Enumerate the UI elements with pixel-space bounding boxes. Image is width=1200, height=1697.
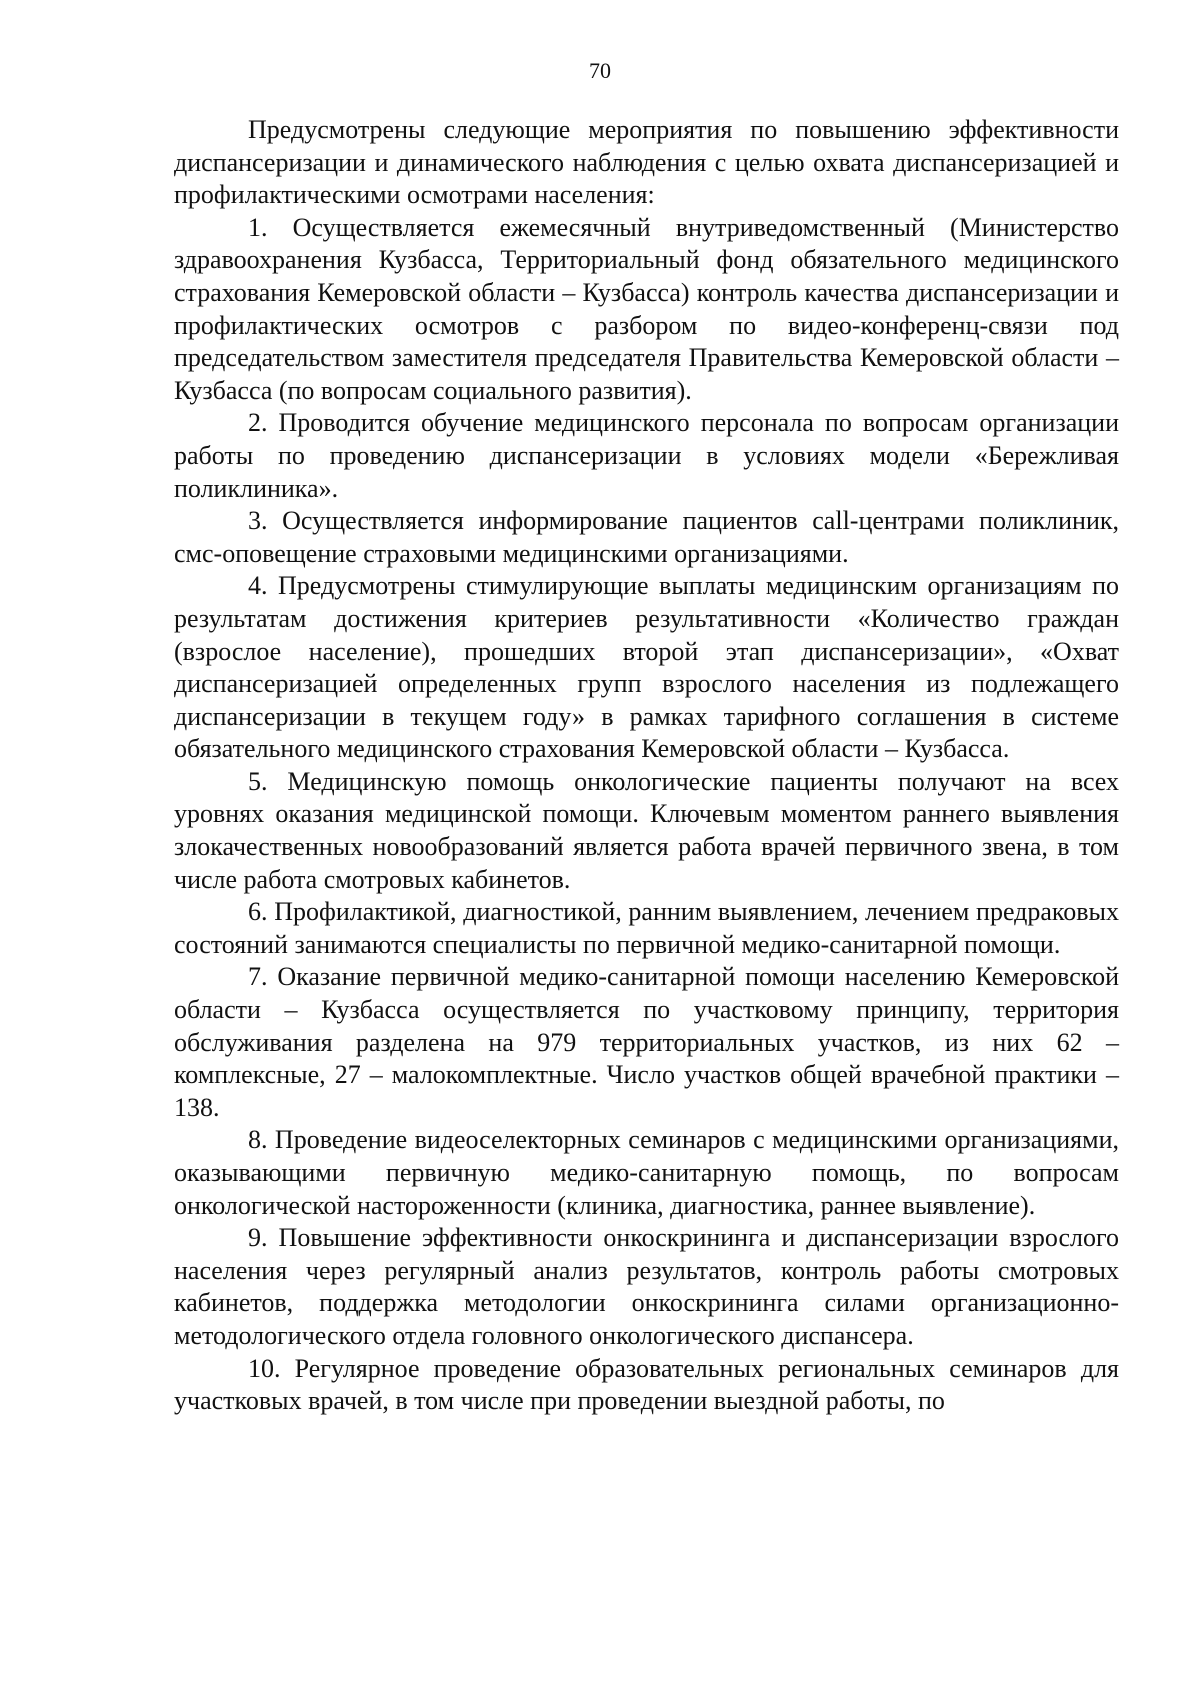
paragraph-intro: Предусмотрены следующие мероприятия по повышению эффективности диспансеризации и динамического наблюдения с целью охвата диспансеризацией и профилактическими осмотрами населения: [174,115,1119,210]
paragraph-item-6: 6. Профилактикой, диагностикой, ранним выявлением, лечением предраковых состояний занимаются специалисты по первичной медико-санитарной помощи. [174,897,1119,959]
paragraph-item-4: 4. Предусмотрены стимулирующие выплаты медицинским организациям по результатам достижения критериев результативности «Количество граждан (взрослое население), прошедших второй этап диспансеризации», «Охват диспансеризацией определенных групп взрослого населения из подлежащего диспансеризации в текущем году» в рамках тарифного соглашения в системе обязательного медицинского страхования Кемеровской области – Кузбасса. [174,571,1119,764]
paragraph-item-7: 7. Оказание первичной медико-санитарной помощи населению Кемеровской области – Кузбасса осуществляется по участковому принципу, территория обслуживания разделена на 979 территориальных участков, из них 62 – комплексные, 27 – малокомплектные. Число участков общей врачебной практики – 138. [174,962,1119,1122]
paragraph-item-9: 9. Повышение эффективности онкоскрининга и диспансеризации взрослого населения через регулярный анализ результатов, контроль работы смотровых кабинетов, поддержка методологии онкоскрининга силами организационно-методологического отдела головного онкологического диспансера. [174,1223,1119,1350]
paragraph-item-3: 3. Осуществляется информирование пациентов call-центрами поликлиник, смс-оповещение страховыми медицинскими организациями. [174,506,1119,568]
page-number: 70 [589,58,611,83]
paragraph-item-2: 2. Проводится обучение медицинского персонала по вопросам организации работы по проведению диспансеризации в условиях модели «Бережливая поликлиника». [174,408,1119,503]
paragraph-item-1: 1. Осуществляется ежемесячный внутриведомственный (Министерство здравоохранения Кузбасса, Территориальный фонд обязательного медицинского страхования Кемеровской области – Кузбасса) контроль качества диспансеризации и профилактических осмотров с разбором по видео-конференц-связи под председательством заместителя председателя Правительства Кемеровской области – Кузбасса (по вопросам социального развития). [174,212,1119,405]
paragraph-item-5: 5. Медицинскую помощь онкологические пациенты получают на всех уровнях оказания медицинской помощи. Ключевым моментом раннего выявления злокачественных новообразований является работа врачей первичного звена, в том числе работа смотровых кабинетов. [174,766,1119,894]
document-body [174,114,1119,1418]
paragraph-item-8: 8. Проведение видеоселекторных семинаров с медицинскими организациями, оказывающими первичную медико-санитарную помощь, по вопросам онкологической настороженности (клиника, диагностика, раннее выявление). [174,1125,1119,1220]
paragraph-item-10: 10. Регулярное проведение образовательных региональных семинаров для участковых врачей, в том числе при проведении выездной работы, по [174,1353,1119,1416]
